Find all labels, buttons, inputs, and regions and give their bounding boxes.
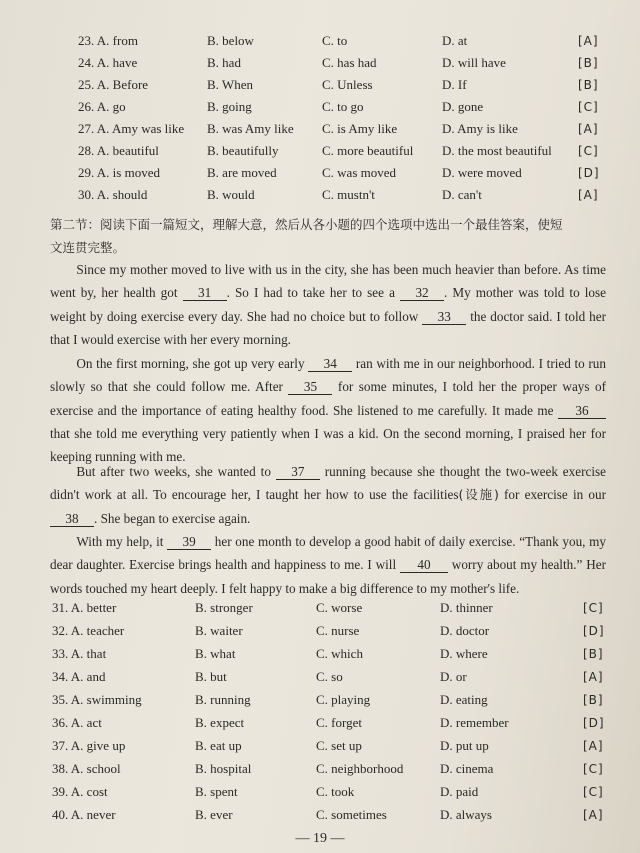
option-a: 24. A. have [78,55,138,70]
blank-31[interactable]: 31 [183,285,227,301]
option-d: D. cinema [440,761,494,776]
option-b: B. going [207,99,252,114]
option-c: C. playing [316,692,371,707]
passage-paragraph-4 [50,530,606,600]
option-c: C. Unless [322,77,373,92]
option-a: 38. A. school [52,761,121,776]
option-b: B. expect [195,715,245,730]
option-d: D. paid [440,784,479,799]
option-c: C. worse [316,600,363,615]
option-d: D. can't [442,187,482,202]
text-run: ran with me in our neighborhood. I tried to run slowly so that she could follow me. After [50,356,606,395]
option-row-24 [0,52,640,74]
option-c: C. took [316,784,355,799]
option-b: B. ever [195,807,233,822]
option-d: D. gone [442,99,484,114]
text-run: that she told me everything very patiently when I was a kid. On the second morning, I praised her for keeping running with me. [50,425,606,465]
option-a: 37. A. give up [52,738,126,753]
option-row-35 [0,689,640,711]
option-d: D. or [440,669,467,684]
passage-paragraph-1 [50,258,606,351]
option-d: D. thinner [440,600,493,615]
answer-mark: [A] [578,34,599,48]
answer-mark: [A] [578,188,599,202]
option-b: B. are moved [207,165,277,180]
text-run: for some minutes, I told her the proper ways of exercise and the importance of eating healthy food. She listened to me carefully. It made me [50,379,606,418]
option-a: 39. A. cost [52,784,108,799]
instruction-line-2: 文连贯完整。 [50,240,126,255]
option-a: 35. A. swimming [52,692,142,707]
answer-mark: [B] [578,56,599,70]
option-c: C. forget [316,715,362,730]
option-row-29 [0,162,640,184]
option-c: C. so [316,669,343,684]
option-d: D. at [442,33,468,48]
answer-mark: [A] [583,670,604,684]
passage-paragraph-3 [50,460,606,530]
answer-mark: [D] [583,624,605,638]
answer-mark: [B] [583,647,604,661]
option-c: C. was moved [322,165,397,180]
option-row-40 [0,804,640,826]
answer-mark: [C] [583,785,604,799]
blank-35[interactable]: 35 [288,379,332,395]
option-d: D. remember [440,715,509,730]
answer-mark: [D] [578,166,600,180]
option-c: C. mustn't [322,187,375,202]
option-d: D. were moved [442,165,522,180]
option-a: 28. A. beautiful [78,143,159,158]
text-run: worry about my health.” Her words touched my heart deeply. I felt happy to make a big difference to my mother's life. [50,557,606,596]
answer-mark: [C] [583,601,604,615]
text-run: her one month to develop a good habit of daily exercise. “Thank you, my dear daughter. Exercise brings health and happiness to me. I will [50,534,607,573]
option-a: 32. A. teacher [52,623,125,638]
option-row-39 [0,781,640,803]
option-b: B. eat up [195,738,242,753]
option-b: B. but [195,669,227,684]
blank-36[interactable]: 36 [558,403,606,419]
section2-instruction [50,213,610,259]
option-b: B. what [195,646,236,661]
option-c: C. set up [316,738,362,753]
option-a: 25. A. Before [78,77,149,92]
option-row-23 [0,30,640,52]
option-row-26 [0,96,640,118]
blank-33[interactable]: 33 [422,309,466,325]
option-d: D. Amy is like [442,121,518,136]
answer-mark: [A] [583,808,604,822]
option-row-32 [0,620,640,642]
option-d: D. the most beautiful [442,143,552,158]
answer-mark: [C] [578,100,599,114]
option-row-34 [0,666,640,688]
option-b: B. was Amy like [207,121,294,136]
option-b: B. beautifully [207,143,279,158]
option-row-38 [0,758,640,780]
option-c: C. sometimes [316,807,387,822]
instruction-line-1: 第二节：阅读下面一篇短文，理解大意，然后从各小题的四个选项中选出一个最佳答案，使短 [50,217,563,232]
blank-32[interactable]: 32 [400,285,444,301]
option-b: B. waiter [195,623,243,638]
text-run: running because she thought the two-week exercise didn't work at all. To encourage her, I taught her how to use the facilities [50,464,606,503]
option-a: 31. A. better [52,600,117,615]
option-b: B. would [207,187,255,202]
option-b: B. stronger [195,600,253,615]
option-b: B. When [207,77,253,92]
option-a: 34. A. and [52,669,106,684]
option-row-33 [0,643,640,665]
chinese-gloss: (设施) [458,487,499,503]
option-a: 27. A. Amy was like [78,121,185,136]
blank-40[interactable]: 40 [400,557,448,573]
text-run: But after two weeks, she wanted to [76,464,276,479]
answer-mark: [A] [578,122,599,136]
blank-39[interactable]: 39 [167,534,211,550]
answer-mark: [B] [583,693,604,707]
blank-38[interactable]: 38 [50,511,94,527]
text-run: Since my mother moved to live with us in the city, she has been much heavier than before. As time went by, her health got [50,262,606,301]
option-a: 33. A. that [52,646,107,661]
text-run: for exercise in our [498,487,606,503]
text-run: . My mother was told to lose weight by doing exercise every day. She had no choice but to follow [50,285,606,324]
option-c: C. neighborhood [316,761,404,776]
answer-mark: [C] [578,144,599,158]
text-run: . She began to exercise again. [94,510,251,526]
blank-37[interactable]: 37 [276,464,320,480]
option-a: 23. A. from [78,33,138,48]
option-d: D. where [440,646,488,661]
option-c: C. nurse [316,623,360,638]
option-c: C. more beautiful [322,143,414,158]
option-b: B. spent [195,784,238,799]
option-row-30 [0,184,640,206]
option-row-37 [0,735,640,757]
option-d: D. eating [440,692,488,707]
blank-34[interactable]: 34 [308,356,352,372]
option-b: B. had [207,55,241,70]
text-run: the doctor said. I told her that I would exercise with her every morning. [50,308,606,347]
option-a: 36. A. act [52,715,102,730]
option-c: C. is Amy like [322,121,398,136]
passage-paragraph-2 [50,352,606,468]
option-b: B. hospital [195,761,252,776]
option-row-36 [0,712,640,734]
option-b: B. below [207,33,254,48]
option-d: D. always [440,807,492,822]
page-number: — 19 — [295,831,345,846]
option-c: C. to go [322,99,364,114]
option-a: 29. A. is moved [78,165,160,180]
option-c: C. to [322,33,348,48]
answer-mark: [A] [583,739,604,753]
option-c: C. has had [322,55,377,70]
text-run: . So I had to take her to see a [226,285,401,301]
option-d: D. doctor [440,623,490,638]
text-run: With my help, it [76,534,168,549]
option-row-27 [0,118,640,140]
option-d: D. will have [442,55,506,70]
option-row-25 [0,74,640,96]
text-run: On the first morning, she got up very early [76,356,309,371]
option-d: D. put up [440,738,489,753]
option-d: D. If [442,77,467,92]
option-a: 26. A. go [78,99,126,114]
answer-mark: [B] [578,78,599,92]
option-a: 30. A. should [78,187,148,202]
answer-mark: [D] [583,716,605,730]
option-row-31 [0,597,640,619]
answer-mark: [C] [583,762,604,776]
option-b: B. running [195,692,251,707]
option-row-28 [0,140,640,162]
option-a: 40. A. never [52,807,116,822]
option-c: C. which [316,646,363,661]
